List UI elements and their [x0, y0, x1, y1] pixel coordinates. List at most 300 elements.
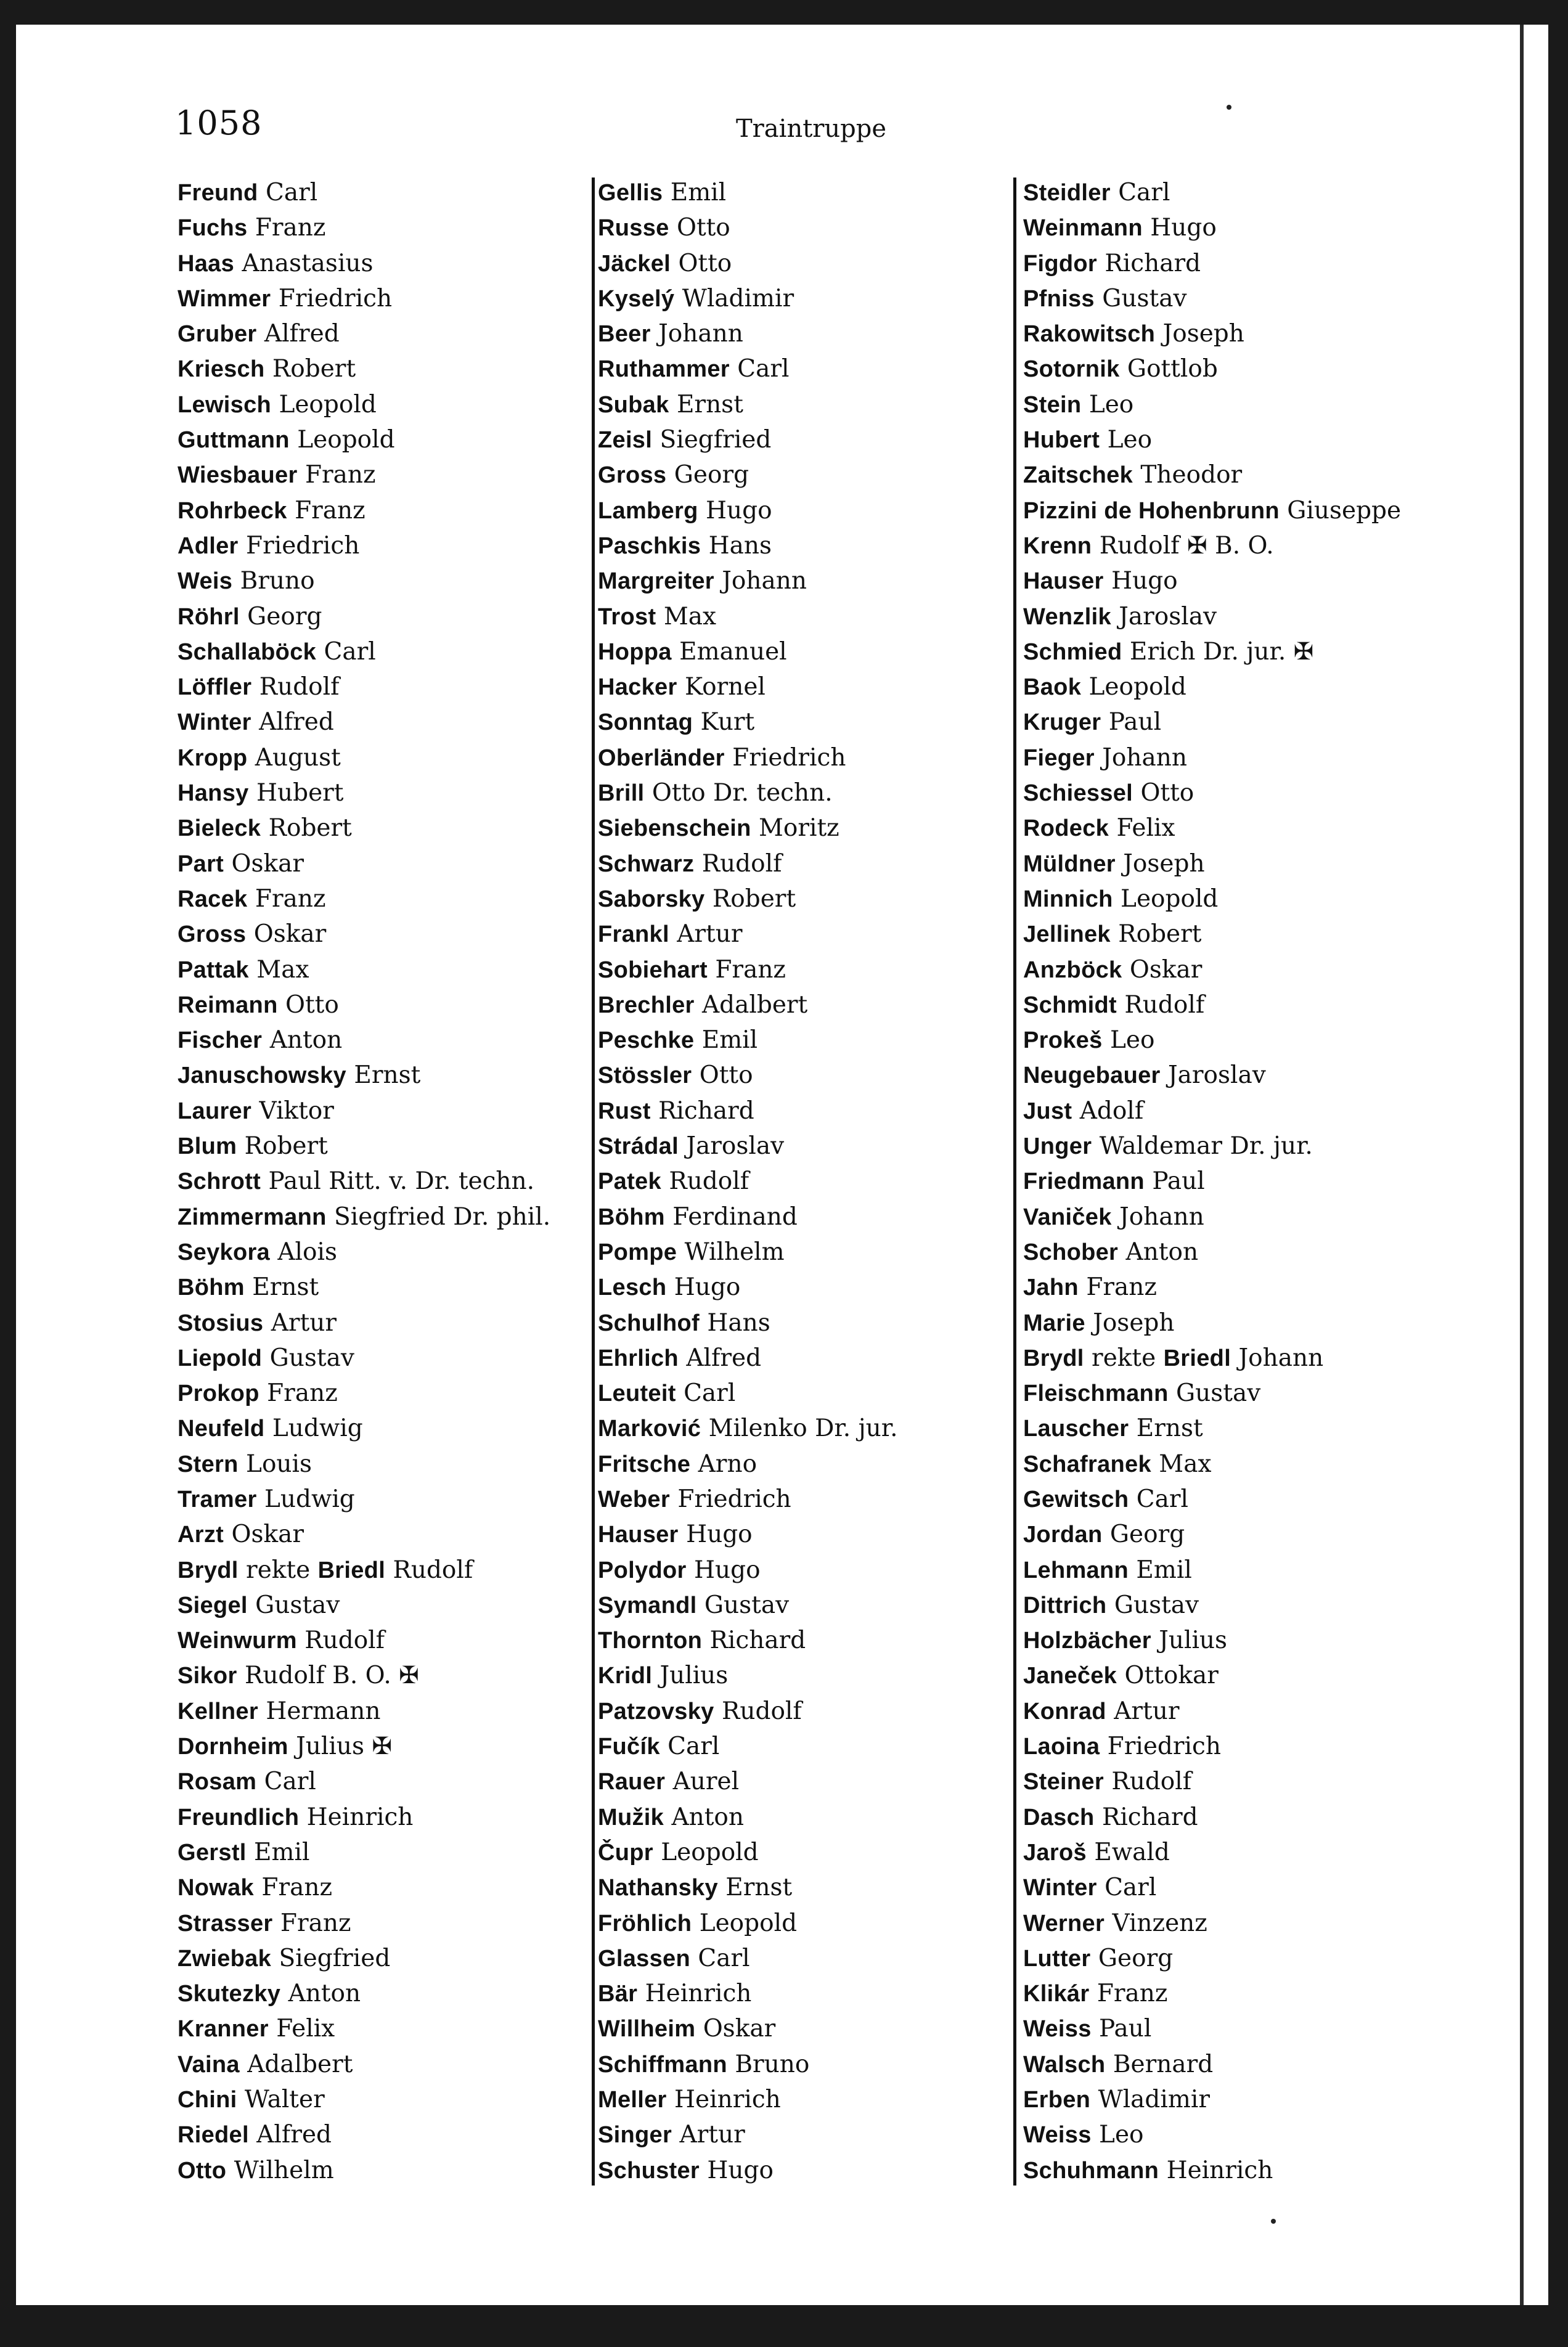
given-name: Otto	[285, 990, 339, 1019]
given-name: Leopold	[699, 1909, 798, 1937]
given-name: Rudolf	[1111, 1768, 1192, 1796]
surname: Oberländer	[598, 745, 725, 771]
list-item	[178, 740, 578, 775]
surname: Bieleck	[178, 815, 261, 842]
list-item	[178, 1976, 578, 2011]
list-item	[178, 1058, 578, 1093]
list-item	[178, 1411, 578, 1446]
given-name: Otto	[699, 1061, 753, 1090]
surname: Trost	[598, 603, 656, 630]
surname: Neugebauer	[1023, 1063, 1161, 1089]
given-name: Bernard	[1113, 2050, 1214, 2078]
list-item	[598, 457, 1011, 492]
list-item	[598, 2011, 1011, 2046]
surname: Beer	[598, 321, 651, 348]
surname: Lamberg	[598, 497, 698, 524]
list-item	[1023, 1553, 1455, 1588]
list-item	[178, 351, 578, 386]
list-item	[1023, 810, 1455, 846]
surname: Pizzini de Hohenbrunn	[1023, 497, 1280, 524]
given-name: Otto	[1140, 779, 1194, 807]
given-name: Alfred	[264, 320, 340, 348]
given-name: Ludwig	[264, 1485, 355, 1513]
list-item	[178, 2117, 578, 2152]
list-item	[598, 1800, 1011, 1835]
list-item	[1023, 1447, 1455, 1482]
given-name: Rudolf	[259, 673, 340, 701]
list-item	[178, 775, 578, 810]
surname: Brill	[598, 780, 645, 807]
given-name: Paul	[1099, 2015, 1152, 2043]
list-item	[1023, 1058, 1455, 1093]
list-item	[598, 987, 1011, 1022]
surname: Strádal	[598, 1133, 679, 1160]
given-name: Hans	[707, 1308, 770, 1337]
surname: Fritsche	[598, 1451, 691, 1477]
surname: Ehrlich	[598, 1345, 679, 1371]
given-name: Ernst	[676, 390, 743, 418]
surname: Januschowsky	[178, 1063, 346, 1089]
surname: Vaniček	[1023, 1204, 1112, 1230]
surname: Racek	[178, 886, 248, 912]
given-name: Carl	[1118, 179, 1170, 206]
surname: Krenn	[1023, 533, 1092, 559]
list-item	[598, 422, 1011, 457]
given-name: Jaroslav	[1119, 602, 1217, 631]
running-head: Traintruppe	[736, 115, 887, 143]
list-item	[598, 1588, 1011, 1623]
list-item	[598, 916, 1011, 952]
surname: Thornton	[598, 1628, 703, 1654]
list-item	[178, 1129, 578, 1164]
column-rule	[592, 178, 595, 2186]
given-name: Joseph	[1123, 849, 1205, 878]
given-name: Oskar	[253, 920, 327, 949]
given-name: Milenko Dr. jur.	[708, 1414, 898, 1443]
surname: Seykora	[178, 1239, 270, 1265]
given-name: Otto Dr. techn.	[651, 779, 833, 807]
surname: Hubert	[1023, 427, 1100, 454]
surname: Meller	[598, 2087, 667, 2113]
list-item	[1023, 987, 1455, 1022]
list-item	[1023, 1129, 1455, 1164]
list-item	[1023, 1906, 1455, 1941]
given-name: Franz	[295, 496, 365, 525]
list-item	[178, 422, 578, 457]
list-item	[1023, 246, 1455, 281]
given-name: Friedrich	[1107, 1733, 1221, 1761]
given-name: Max	[1159, 1450, 1212, 1478]
given-name: Johann	[658, 320, 743, 348]
given-name: Hubert	[256, 779, 344, 807]
surname: Figdor	[1023, 250, 1097, 277]
list-item	[598, 1976, 1011, 2011]
surname: Polydor	[598, 1557, 687, 1583]
surname: Jordan	[1023, 1522, 1103, 1548]
given-name: Julius	[296, 1733, 364, 1761]
list-item	[178, 1376, 578, 1411]
surname: Lesch	[598, 1275, 667, 1301]
given-name: August	[255, 743, 341, 772]
given-name: Adalbert	[247, 2050, 353, 2078]
given-name: Carl	[737, 355, 790, 383]
given-name: Leopold	[1088, 673, 1186, 701]
book-page	[16, 25, 1520, 2305]
surname: Briedl	[317, 1557, 386, 1583]
surname: Hoppa	[598, 639, 672, 665]
surname: Kellner	[178, 1698, 258, 1725]
given-name: Heinrich	[306, 1803, 414, 1831]
surname: Kyselý	[598, 285, 675, 312]
surname: Liepold	[178, 1345, 263, 1371]
surname: Fischer	[178, 1027, 263, 1054]
surname: Paschkis	[598, 533, 701, 559]
given-name: Adalbert	[702, 990, 808, 1019]
surname: Vaina	[178, 2051, 240, 2078]
given-name: Heinrich	[1166, 2156, 1273, 2184]
surname: Reimann	[178, 992, 278, 1018]
speck	[1227, 105, 1231, 110]
list-item	[1023, 916, 1455, 952]
list-item	[178, 1164, 578, 1199]
surname: Lauscher	[1023, 1416, 1129, 1442]
surname: Zaitschek	[1023, 462, 1133, 489]
surname: Dittrich	[1023, 1592, 1107, 1618]
given-name: Franz	[255, 884, 326, 913]
list-item	[178, 563, 578, 598]
given-name: Leo	[1109, 1026, 1155, 1055]
list-item	[178, 669, 578, 704]
list-item	[1023, 563, 1455, 598]
list-item	[598, 316, 1011, 351]
given-name: Carl	[684, 1379, 736, 1408]
given-name: rekte	[1092, 1344, 1156, 1372]
given-name: Gustav	[1102, 284, 1187, 312]
list-item	[1023, 952, 1455, 987]
surname: Stern	[178, 1451, 239, 1477]
list-item	[1023, 1022, 1455, 1058]
surname: Hauser	[1023, 568, 1104, 595]
surname: Margreiter	[598, 568, 714, 595]
surname: Dornheim	[178, 1734, 288, 1760]
list-item	[598, 528, 1011, 563]
surname: Jäckel	[598, 250, 671, 277]
list-item	[598, 810, 1011, 846]
given-name: Rudolf	[393, 1556, 473, 1584]
given-name: Johann	[722, 567, 807, 595]
name-column-2	[598, 175, 1011, 2188]
surname: Fieger	[1023, 745, 1095, 771]
given-name: Franz	[1096, 1980, 1168, 2008]
surname: Sonntag	[598, 709, 693, 736]
given-name: Max	[663, 602, 716, 631]
surname: Schiessel	[1023, 780, 1133, 807]
surname: Schuhmann	[1023, 2157, 1159, 2184]
list-item	[178, 457, 578, 492]
list-item	[1023, 775, 1455, 810]
given-name: Johann	[1238, 1344, 1324, 1372]
list-item	[598, 563, 1011, 598]
given-name: Siegfried	[659, 426, 772, 454]
surname: Kruger	[1023, 709, 1101, 736]
given-name: Viktor	[259, 1096, 334, 1125]
surname: Rodeck	[1023, 815, 1109, 842]
list-item	[178, 987, 578, 1022]
given-name: Anton	[269, 1026, 343, 1055]
name-column-1	[178, 175, 578, 2188]
surname: Nathansky	[598, 1875, 718, 1901]
list-item	[1023, 316, 1455, 351]
surname: Rust	[598, 1098, 651, 1124]
list-item	[1023, 846, 1455, 881]
surname: Steiner	[1023, 1769, 1104, 1795]
list-item	[178, 1199, 578, 1235]
surname: Prokop	[178, 1381, 259, 1407]
list-item	[1023, 457, 1455, 492]
surname: Siebenschein	[598, 815, 751, 842]
given-name: Ottokar	[1124, 1662, 1219, 1690]
surname: Holzbächer	[1023, 1628, 1151, 1654]
given-name: Paul	[1152, 1167, 1205, 1196]
surname: Kriesch	[178, 356, 265, 383]
given-name: Joseph	[1162, 320, 1244, 348]
list-item	[178, 1553, 578, 1588]
surname: Mužik	[598, 1804, 664, 1831]
list-item	[178, 810, 578, 846]
list-item	[598, 1941, 1011, 1976]
given-name: Bruno	[735, 2050, 810, 2078]
given-name: Paul Ritt. v. Dr. techn.	[268, 1167, 535, 1196]
surname: Schwarz	[598, 851, 695, 877]
given-name: Paul	[1108, 708, 1162, 737]
surname: Gross	[178, 921, 247, 948]
given-name: Hugo	[674, 1273, 741, 1302]
surname: Janeček	[1023, 1663, 1117, 1689]
given-name: Gustav	[255, 1591, 340, 1619]
surname: Saborsky	[598, 886, 705, 912]
surname: Gruber	[178, 321, 257, 348]
list-item	[178, 1835, 578, 1870]
list-item	[598, 2117, 1011, 2152]
given-name: Alois	[277, 1238, 337, 1266]
list-item	[598, 1270, 1011, 1305]
surname: Friedmann	[1023, 1169, 1145, 1195]
surname: Dasch	[1023, 1804, 1095, 1831]
list-item	[1023, 1341, 1455, 1376]
list-item	[598, 1870, 1011, 1905]
given-name: Gustav	[704, 1591, 790, 1619]
given-name: Felix	[276, 2015, 335, 2043]
surname: Pattak	[178, 957, 249, 983]
list-item	[598, 493, 1011, 528]
list-item	[598, 1235, 1011, 1270]
surname: Freund	[178, 180, 258, 206]
given-name: Max	[256, 955, 309, 984]
decoration-cross-icon: ✠	[1186, 531, 1207, 560]
given-name: Leo	[1107, 426, 1153, 454]
surname: Laoina	[1023, 1734, 1100, 1760]
list-item	[1023, 1411, 1455, 1446]
list-item	[178, 1764, 578, 1799]
list-item	[598, 846, 1011, 881]
given-name: Erich Dr. jur.	[1129, 637, 1286, 666]
list-item	[178, 1941, 578, 1976]
given-name: Rudolf	[701, 849, 782, 878]
surname: Stosius	[178, 1310, 264, 1336]
list-item	[178, 316, 578, 351]
list-item	[178, 1658, 578, 1693]
surname: Čupr	[598, 1839, 653, 1866]
surname: Kridl	[598, 1663, 653, 1689]
list-item	[598, 1906, 1011, 1941]
surname: Schafranek	[1023, 1451, 1151, 1477]
list-item	[178, 210, 578, 245]
list-item	[178, 281, 578, 316]
list-item	[598, 1623, 1011, 1658]
list-item	[178, 2153, 578, 2188]
surname: Pfniss	[1023, 285, 1095, 312]
given-name: Friedrich	[246, 531, 360, 560]
given-name: Rudolf	[722, 1697, 802, 1725]
surname: Fučík	[598, 1734, 660, 1760]
surname: Prokeš	[1023, 1027, 1103, 1054]
surname: Schober	[1023, 1239, 1119, 1265]
list-item	[1023, 2082, 1455, 2117]
list-item	[598, 1517, 1011, 1552]
list-item	[1023, 210, 1455, 245]
list-item	[1023, 1764, 1455, 1799]
given-name: Carl	[1136, 1485, 1188, 1513]
list-item	[178, 1800, 578, 1835]
surname: Sobiehart	[598, 957, 708, 983]
given-name: Robert	[1118, 920, 1202, 949]
given-name: Hugo	[686, 1520, 753, 1549]
surname: Schmidt	[1023, 992, 1117, 1018]
given-name: Emil	[670, 179, 727, 206]
surname: Hacker	[598, 674, 677, 701]
given-name: Richard	[658, 1096, 754, 1125]
surname: Lutter	[1023, 1945, 1091, 1972]
given-name: Georg	[1098, 1944, 1174, 1972]
given-name: Friedrich	[278, 284, 393, 312]
surname: Zimmermann	[178, 1204, 327, 1230]
given-name: Gottlob	[1127, 355, 1218, 383]
given-name: Franz	[261, 1874, 333, 1902]
given-name: Robert	[268, 814, 352, 843]
given-name: Wilhelm	[684, 1238, 785, 1266]
given-name: Alfred	[686, 1344, 762, 1372]
given-name: Ludwig	[272, 1414, 363, 1443]
list-item	[178, 599, 578, 634]
given-name: Hugo	[707, 2156, 774, 2184]
surname: Fleischmann	[1023, 1381, 1169, 1407]
given-name: Carl	[264, 1768, 316, 1796]
list-item	[598, 351, 1011, 386]
surname: Zwiebak	[178, 1945, 272, 1972]
given-name: Rudolf	[669, 1167, 749, 1196]
list-item	[178, 1093, 578, 1129]
surname: Schiffmann	[598, 2051, 727, 2078]
surname: Kropp	[178, 745, 248, 771]
surname: Siegel	[178, 1592, 248, 1618]
given-name: Wladimir	[1098, 2086, 1210, 2114]
list-item	[1023, 599, 1455, 634]
list-item	[1023, 387, 1455, 422]
surname: Lewisch	[178, 391, 272, 418]
list-item	[598, 704, 1011, 740]
surname: Weber	[598, 1486, 670, 1512]
list-item	[178, 704, 578, 740]
given-name: Julius	[1159, 1627, 1228, 1655]
list-item	[598, 2082, 1011, 2117]
surname: Stein	[1023, 391, 1082, 418]
list-item	[178, 1482, 578, 1517]
given-name: Alfred	[259, 708, 334, 737]
surname: Böhm	[598, 1204, 665, 1230]
surname: Hauser	[598, 1522, 679, 1548]
list-item	[1023, 1800, 1455, 1835]
surname: Frankl	[598, 921, 669, 948]
given-name: Siegfried Dr. phil.	[334, 1202, 551, 1231]
given-name: Ewald	[1094, 1838, 1170, 1866]
list-item	[178, 1270, 578, 1305]
given-name: Franz	[267, 1379, 338, 1408]
list-item	[598, 1376, 1011, 1411]
list-item	[598, 1129, 1011, 1164]
given-name: Carl	[265, 179, 318, 206]
surname: Bär	[598, 1981, 638, 2007]
given-name: Gustav	[269, 1344, 354, 1372]
list-item	[1023, 1870, 1455, 1905]
given-name: Hugo	[706, 496, 772, 525]
surname: Weis	[178, 568, 233, 595]
given-name: Arno	[698, 1450, 757, 1478]
surname: Jaroš	[1023, 1839, 1087, 1866]
given-name: Vinzenz	[1112, 1909, 1207, 1937]
surname: Röhrl	[178, 603, 240, 630]
given-name: Julius	[659, 1662, 729, 1690]
given-name: Georg	[674, 461, 749, 489]
given-name: Otto	[678, 249, 732, 277]
surname: Anzböck	[1023, 957, 1122, 983]
surname: Rauer	[598, 1769, 666, 1795]
surname: Riedel	[178, 2122, 249, 2149]
surname: Pompe	[598, 1239, 677, 1265]
list-item	[598, 881, 1011, 916]
list-item	[178, 2082, 578, 2117]
list-item	[598, 775, 1011, 810]
given-name: Ernst	[252, 1273, 319, 1302]
list-item	[598, 1093, 1011, 1129]
list-item	[598, 1411, 1011, 1446]
given-name: Ernst	[1136, 1414, 1203, 1443]
list-item	[598, 1658, 1011, 1693]
given-name: Alfred	[256, 2121, 332, 2149]
list-item	[1023, 1588, 1455, 1623]
list-item	[1023, 1729, 1455, 1764]
list-item	[598, 1058, 1011, 1093]
surname: Schmied	[1023, 639, 1122, 665]
surname: Brydl	[178, 1557, 239, 1583]
list-item	[1023, 2117, 1455, 2152]
surname: Wenzlik	[1023, 603, 1111, 630]
list-item	[598, 1482, 1011, 1517]
given-name: Walter	[244, 2086, 325, 2114]
list-item	[1023, 1517, 1455, 1552]
given-name: Richard	[709, 1627, 806, 1655]
surname: Chini	[178, 2087, 237, 2113]
surname: Nowak	[178, 1875, 254, 1901]
